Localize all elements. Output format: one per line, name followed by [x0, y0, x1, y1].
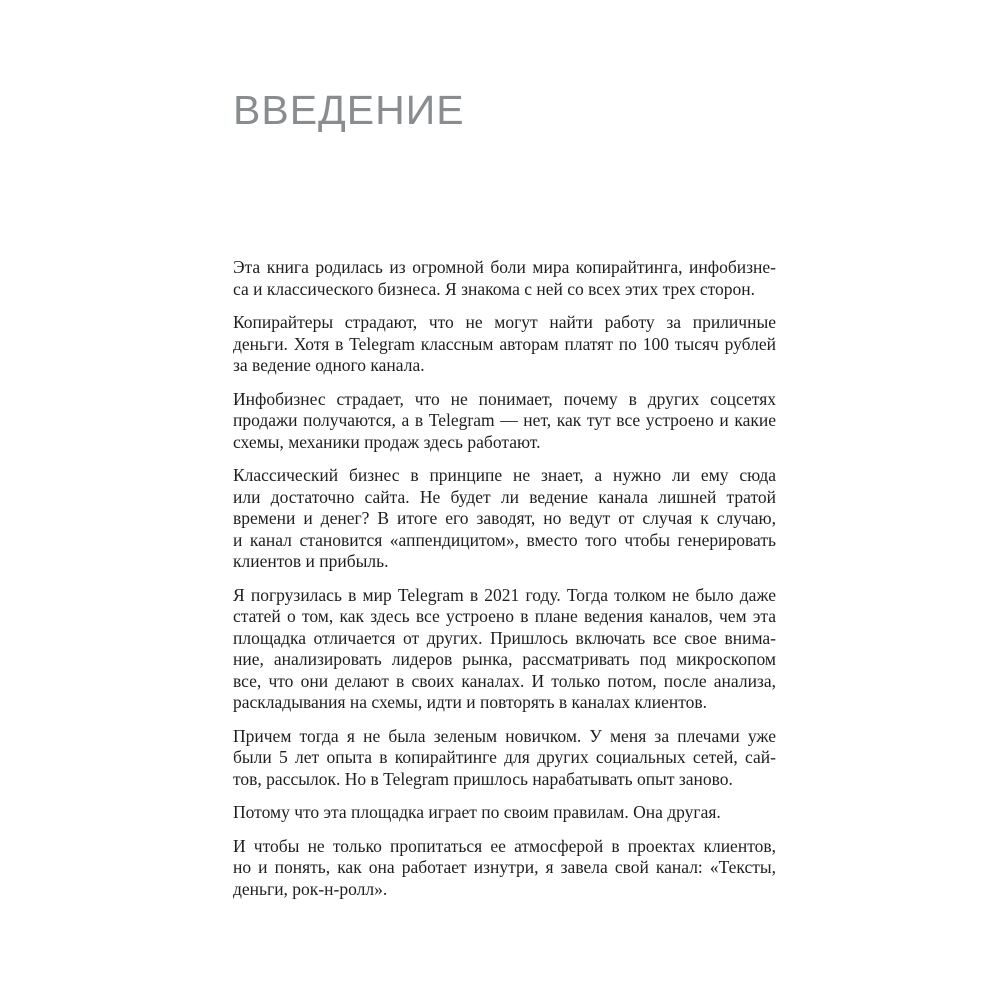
- paragraph: [233, 465, 776, 573]
- text-line: Инфобизнес страдает, что не понимает, почему в других соцсетях: [233, 388, 776, 409]
- text-line: все, что они делают в своих каналах. И только потом, после анализа,: [233, 670, 776, 691]
- text-line: или достаточно сайта. Не будет ли ведение канала лишней тратой: [233, 486, 776, 507]
- paragraph: [233, 802, 776, 824]
- text-line: Я погрузилась в мир Telegram в 2021 году. Тогда толком не было даже: [233, 584, 776, 605]
- text-line: за ведение одного канала.: [233, 355, 425, 375]
- text-line: И чтобы не только пропитаться ее атмосферой в проектах клиентов,: [233, 835, 776, 856]
- paragraph: [233, 585, 776, 714]
- paragraph: [233, 726, 776, 791]
- text-line: статей о том, как здесь все устроено в плане ведения каналов, чем эта: [233, 606, 776, 626]
- text-line: Классический бизнес в принципе не знает, а нужно ли ему сюда: [233, 465, 776, 485]
- text-line: продажи получаются, а в Telegram — нет, как тут все устроено и какие: [233, 410, 776, 430]
- text-line: Эта книга родилась из огромной боли мира копирайтинга, инфобизне-: [233, 257, 776, 277]
- text-line: са и классического бизнеса. Я знакома с ней со всех этих трех сторон.: [233, 278, 756, 299]
- paragraph: [233, 836, 776, 901]
- paragraph: [233, 312, 776, 377]
- text-line: тов, рассылок. Но в Telegram пришлось нарабатывать опыт заново.: [233, 768, 733, 789]
- text-line: деньги, рок-н-ролл».: [233, 878, 388, 899]
- text-line: Копирайтеры страдают, что не могут найти работу за приличные: [233, 312, 776, 332]
- text-line: времени и денег? В итоге его заводят, но ведут от случая к случаю,: [233, 508, 776, 528]
- text-line: схемы, механики продаж здесь работают.: [233, 431, 541, 452]
- paragraph: [233, 257, 776, 300]
- text-line: ние, анализировать лидеров рынка, рассматривать под микроскопом: [233, 649, 776, 669]
- text-line: и канал становится «аппендицитом», вместо того чтобы генерировать: [233, 529, 776, 550]
- paragraph: [233, 389, 776, 454]
- text-line: раскладывания на схемы, идти и повторять в каналах клиентов.: [233, 692, 708, 712]
- chapter-title: ВВЕДЕНИЕ: [233, 87, 465, 133]
- text-line: площадка отличается от других. Пришлось включать все свое внима-: [233, 627, 776, 648]
- text-line: Причем тогда я не была зеленым новичком. У меня за плечами уже: [233, 725, 776, 746]
- text-line: были 5 лет опыта в копирайтинге для других социальных сетей, сай-: [233, 747, 776, 767]
- text-line: Потому что эта площадка играет по своим правилам. Она другая.: [233, 802, 721, 822]
- text-line: но и понять, как она работает изнутри, я завела свой канал: «Тексты,: [233, 857, 776, 877]
- text-line: деньги. Хотя в Telegram классным авторам платят по 100 тысяч рублей: [233, 333, 776, 354]
- text-line: клиентов и прибыль.: [233, 551, 389, 571]
- page-body: [233, 257, 776, 912]
